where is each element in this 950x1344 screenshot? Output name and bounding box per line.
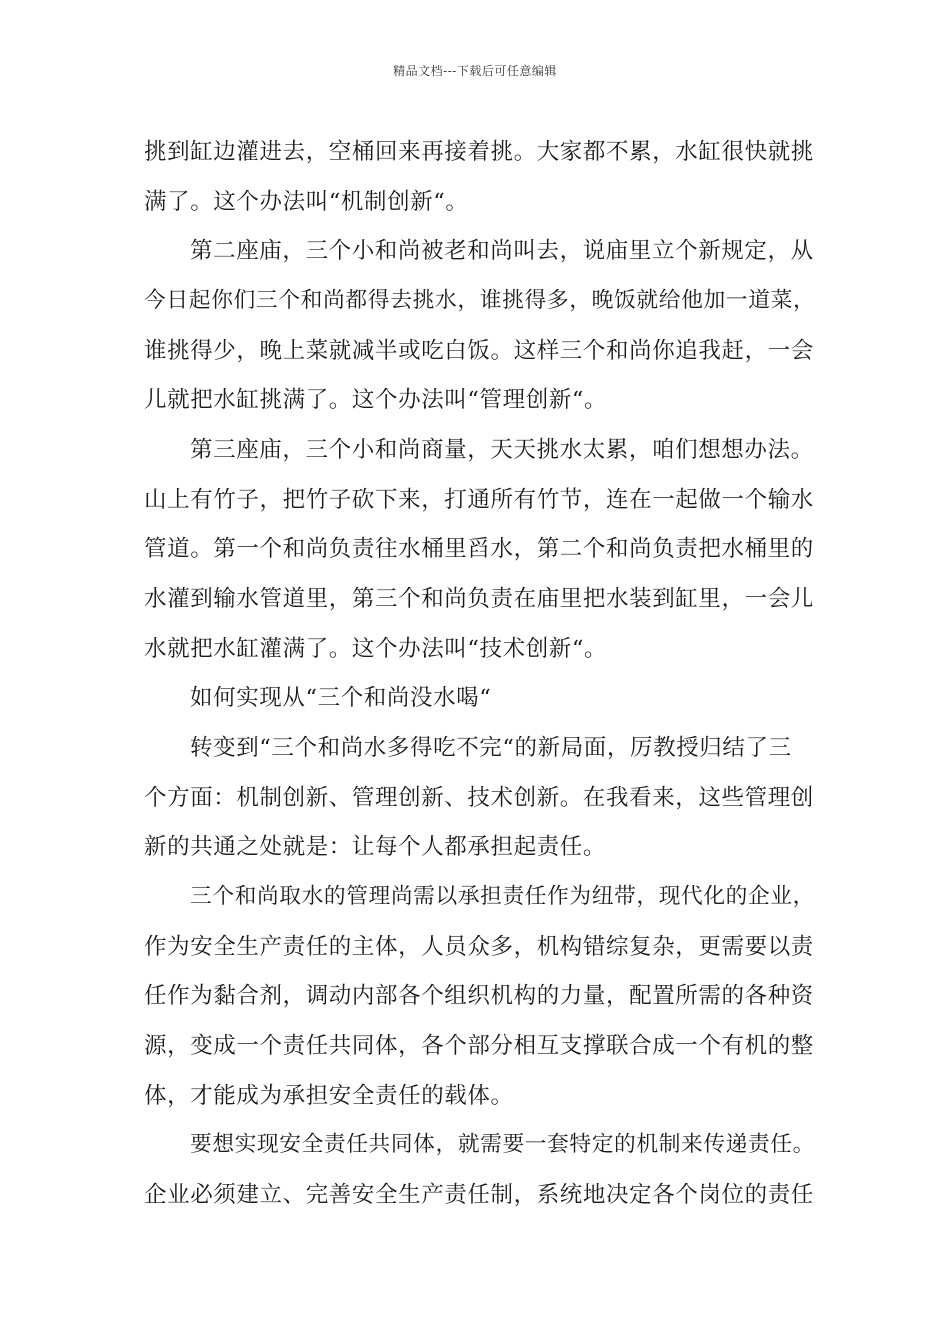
text-line: 作为安全生产责任的主体，人员众多，机构错综复杂，更需要以责 — [144, 934, 814, 960]
text-line: 第三座庙，三个小和尚商量，天天挑水太累，咱们想想办法。 — [190, 437, 814, 463]
text-line: 新的共通之处就是：让每个人都承担起责任。 — [144, 834, 607, 860]
text-line: 管道。第一个和尚负责往水桶里舀水，第二个和尚负责把水桶里的 — [144, 536, 814, 562]
text-line: 谁挑得少，晚上菜就减半或吃白饭。这样三个和尚你追我赶，一会 — [144, 338, 814, 364]
text-line: 源，变成一个责任共同体，各个部分相互支撑联合成一个有机的整 — [144, 1033, 814, 1059]
text-line: 如何实现从“三个和尚没水喝“ — [190, 685, 492, 711]
text-line: 满了。这个办法叫“机制创新“。 — [144, 189, 469, 215]
text-line: 要想实现安全责任共同体，就需要一套特定的机制来传递责任。 — [190, 1132, 815, 1157]
text-line: 企业必须建立、完善安全生产责任制，系统地决定各个岗位的责任 — [144, 1182, 814, 1208]
text-line: 个方面：机制创新、管理创新、技术创新。在我看来，这些管理创 — [144, 785, 814, 811]
text-line: 转变到“三个和尚水多得吃不完“的新局面，厉教授归结了三 — [190, 735, 792, 761]
page-header: 精品文档---下载后可任意编辑 — [393, 64, 557, 78]
text-line: 体，才能成为承担安全责任的载体。 — [144, 1083, 514, 1109]
text-line: 今日起你们三个和尚都得去挑水，谁挑得多，晚饭就给他加一道菜， — [144, 288, 816, 313]
text-line: 任作为黏合剂，调动内部各个组织机构的力量，配置所需的各种资 — [144, 983, 814, 1009]
text-line: 挑到缸边灌进去，空桶回来再接着挑。大家都不累，水缸很快就挑 — [144, 139, 814, 165]
text-line: 第二座庙，三个小和尚被老和尚叫去，说庙里立个新规定，从 — [190, 238, 814, 264]
text-line: 水灌到输水管道里，第三个和尚负责在庙里把水装到缸里，一会儿 — [144, 586, 814, 612]
text-line: 三个和尚取水的管理尚需以承担责任作为纽带，现代化的企业， — [190, 884, 815, 909]
text-line: 儿就把水缸挑满了。这个办法叫“管理创新“。 — [144, 387, 608, 413]
text-line: 水就把水缸灌满了。这个办法叫“技术创新“。 — [144, 636, 608, 662]
text-line: 山上有竹子，把竹子砍下来，打通所有竹节，连在一起做一个输水 — [144, 487, 814, 513]
